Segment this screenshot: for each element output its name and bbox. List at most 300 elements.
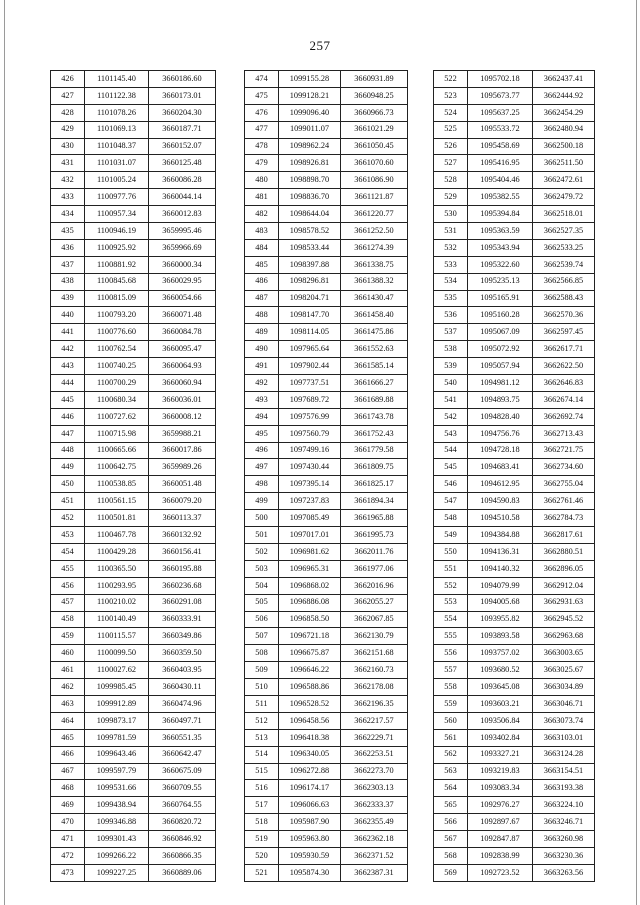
- table-row: [51, 594, 216, 611]
- x-coordinate-cell: 1096458.56: [279, 712, 341, 729]
- table-row: [245, 408, 408, 425]
- y-coordinate-cell: 3662734.60: [533, 459, 595, 476]
- y-coordinate-cell: 3660948.25: [341, 87, 408, 104]
- point-number-cell: 488: [245, 307, 279, 324]
- y-coordinate-cell: 3660349.86: [149, 628, 216, 645]
- x-coordinate-cell: 1093603.21: [468, 695, 533, 712]
- x-coordinate-cell: 1100715.98: [85, 425, 149, 442]
- table-row: [51, 155, 216, 172]
- x-coordinate-cell: 1101145.40: [85, 71, 149, 88]
- point-number-cell: 554: [434, 611, 468, 628]
- table-row: [245, 847, 408, 864]
- y-coordinate-cell: 3662444.92: [533, 87, 595, 104]
- y-coordinate-cell: 3660079.20: [149, 493, 216, 510]
- x-coordinate-cell: 1095930.59: [279, 847, 341, 864]
- x-coordinate-cell: 1093757.02: [468, 645, 533, 662]
- y-coordinate-cell: 3659995.46: [149, 223, 216, 240]
- table-row: [245, 442, 408, 459]
- x-coordinate-cell: 1101078.26: [85, 104, 149, 121]
- x-coordinate-cell: 1099531.66: [85, 780, 149, 797]
- point-number-cell: 516: [245, 780, 279, 797]
- point-number-cell: 484: [245, 239, 279, 256]
- y-coordinate-cell: 3662480.94: [533, 121, 595, 138]
- y-coordinate-cell: 3660764.55: [149, 797, 216, 814]
- point-number-cell: 478: [245, 138, 279, 155]
- point-number-cell: 506: [245, 611, 279, 628]
- point-number-cell: 491: [245, 358, 279, 375]
- y-coordinate-cell: 3662355.49: [341, 814, 408, 831]
- x-coordinate-cell: 1100977.76: [85, 189, 149, 206]
- point-number-cell: 494: [245, 408, 279, 425]
- point-number-cell: 486: [245, 273, 279, 290]
- point-number-cell: 509: [245, 662, 279, 679]
- table-row: [51, 847, 216, 864]
- y-coordinate-cell: 3661430.47: [341, 290, 408, 307]
- point-number-cell: 485: [245, 256, 279, 273]
- y-coordinate-cell: 3660359.50: [149, 645, 216, 662]
- table-row: [51, 375, 216, 392]
- table-row: [245, 510, 408, 527]
- x-coordinate-cell: 1094079.99: [468, 577, 533, 594]
- y-coordinate-cell: 3661458.40: [341, 307, 408, 324]
- point-number-cell: 561: [434, 729, 468, 746]
- y-coordinate-cell: 3662273.70: [341, 763, 408, 780]
- y-coordinate-cell: 3660709.55: [149, 780, 216, 797]
- y-coordinate-cell: 3663124.28: [533, 746, 595, 763]
- table-row: [434, 172, 595, 189]
- x-coordinate-cell: 1098296.81: [279, 273, 341, 290]
- point-number-cell: 432: [51, 172, 85, 189]
- point-number-cell: 460: [51, 645, 85, 662]
- point-number-cell: 529: [434, 189, 468, 206]
- x-coordinate-cell: 1094590.83: [468, 493, 533, 510]
- page-number: 257: [309, 38, 331, 53]
- y-coordinate-cell: 3659989.26: [149, 459, 216, 476]
- point-number-cell: 468: [51, 780, 85, 797]
- table-row: [245, 121, 408, 138]
- y-coordinate-cell: 3662371.52: [341, 847, 408, 864]
- y-coordinate-cell: 3662817.61: [533, 527, 595, 544]
- table-row: [245, 71, 408, 88]
- x-coordinate-cell: 1099011.07: [279, 121, 341, 138]
- table-row: [434, 628, 595, 645]
- y-coordinate-cell: 3662196.35: [341, 695, 408, 712]
- table-row: [434, 104, 595, 121]
- table-row: [245, 695, 408, 712]
- y-coordinate-cell: 3662622.50: [533, 358, 595, 375]
- table-row: [434, 273, 595, 290]
- point-number-cell: 515: [245, 763, 279, 780]
- x-coordinate-cell: 1094140.32: [468, 560, 533, 577]
- y-coordinate-cell: 3661220.77: [341, 206, 408, 223]
- table-row: [245, 662, 408, 679]
- y-coordinate-cell: 3662067.85: [341, 611, 408, 628]
- y-coordinate-cell: 3661475.86: [341, 324, 408, 341]
- x-coordinate-cell: 1095165.91: [468, 290, 533, 307]
- table-row: [245, 611, 408, 628]
- y-coordinate-cell: 3660000.34: [149, 256, 216, 273]
- y-coordinate-cell: 3663193.38: [533, 780, 595, 797]
- y-coordinate-cell: 3660029.95: [149, 273, 216, 290]
- x-coordinate-cell: 1092897.67: [468, 814, 533, 831]
- point-number-cell: 539: [434, 358, 468, 375]
- table-row: [434, 560, 595, 577]
- point-number-cell: 523: [434, 87, 468, 104]
- table-row: [51, 71, 216, 88]
- point-number-cell: 568: [434, 847, 468, 864]
- point-number-cell: 476: [245, 104, 279, 121]
- point-number-cell: 471: [51, 831, 85, 848]
- y-coordinate-cell: 3660054.66: [149, 290, 216, 307]
- table-row: [245, 560, 408, 577]
- point-number-cell: 543: [434, 425, 468, 442]
- table-row: [434, 864, 595, 881]
- table-row: [434, 527, 595, 544]
- table-row: [51, 290, 216, 307]
- y-coordinate-cell: 3662588.43: [533, 290, 595, 307]
- x-coordinate-cell: 1100293.95: [85, 577, 149, 594]
- x-coordinate-cell: 1096721.18: [279, 628, 341, 645]
- table-row: [51, 442, 216, 459]
- x-coordinate-cell: 1096066.63: [279, 797, 341, 814]
- y-coordinate-cell: 3662912.04: [533, 577, 595, 594]
- point-number-cell: 519: [245, 831, 279, 848]
- x-coordinate-cell: 1095673.77: [468, 87, 533, 104]
- x-coordinate-cell: 1100561.15: [85, 493, 149, 510]
- table-row: [51, 104, 216, 121]
- y-coordinate-cell: 3663003.65: [533, 645, 595, 662]
- x-coordinate-cell: 1094828.40: [468, 408, 533, 425]
- table-row: [245, 155, 408, 172]
- point-number-cell: 513: [245, 729, 279, 746]
- point-number-cell: 541: [434, 391, 468, 408]
- y-coordinate-cell: 3662963.68: [533, 628, 595, 645]
- point-number-cell: 536: [434, 307, 468, 324]
- table-row: [51, 763, 216, 780]
- y-coordinate-cell: 3660204.30: [149, 104, 216, 121]
- table-row: [245, 864, 408, 881]
- y-coordinate-cell: 3662500.18: [533, 138, 595, 155]
- table-row: [51, 729, 216, 746]
- x-coordinate-cell: 1100815.09: [85, 290, 149, 307]
- x-coordinate-cell: 1099155.28: [279, 71, 341, 88]
- point-number-cell: 527: [434, 155, 468, 172]
- x-coordinate-cell: 1098147.70: [279, 307, 341, 324]
- point-number-cell: 477: [245, 121, 279, 138]
- table-row: [51, 780, 216, 797]
- x-coordinate-cell: 1101048.37: [85, 138, 149, 155]
- point-number-cell: 492: [245, 375, 279, 392]
- table-row: [245, 527, 408, 544]
- y-coordinate-cell: 3660132.92: [149, 527, 216, 544]
- x-coordinate-cell: 1095382.55: [468, 189, 533, 206]
- point-number-cell: 534: [434, 273, 468, 290]
- y-coordinate-cell: 3661274.39: [341, 239, 408, 256]
- y-coordinate-cell: 3662454.29: [533, 104, 595, 121]
- x-coordinate-cell: 1093506.84: [468, 712, 533, 729]
- x-coordinate-cell: 1095702.18: [468, 71, 533, 88]
- point-number-cell: 528: [434, 172, 468, 189]
- x-coordinate-cell: 1100210.02: [85, 594, 149, 611]
- x-coordinate-cell: 1096965.31: [279, 560, 341, 577]
- table-row: [51, 223, 216, 240]
- table-row: [434, 831, 595, 848]
- x-coordinate-cell: 1101031.07: [85, 155, 149, 172]
- point-number-cell: 566: [434, 814, 468, 831]
- table-row: [51, 679, 216, 696]
- x-coordinate-cell: 1096418.38: [279, 729, 341, 746]
- y-coordinate-cell: 3663025.67: [533, 662, 595, 679]
- y-coordinate-cell: 3662229.71: [341, 729, 408, 746]
- point-number-cell: 452: [51, 510, 85, 527]
- point-number-cell: 560: [434, 712, 468, 729]
- table-row: [51, 510, 216, 527]
- point-number-cell: 505: [245, 594, 279, 611]
- y-coordinate-cell: 3662533.25: [533, 239, 595, 256]
- table-row: [434, 729, 595, 746]
- y-coordinate-cell: 3660186.60: [149, 71, 216, 88]
- table-row: [434, 256, 595, 273]
- coordinate-table: [433, 70, 595, 882]
- x-coordinate-cell: 1099096.40: [279, 104, 341, 121]
- point-number-cell: 447: [51, 425, 85, 442]
- x-coordinate-cell: 1100538.85: [85, 476, 149, 493]
- y-coordinate-cell: 3660084.78: [149, 324, 216, 341]
- page-left-edge: [4, 0, 5, 905]
- y-coordinate-cell: 3660675.09: [149, 763, 216, 780]
- point-number-cell: 520: [245, 847, 279, 864]
- x-coordinate-cell: 1100881.92: [85, 256, 149, 273]
- x-coordinate-cell: 1099643.46: [85, 746, 149, 763]
- table-row: [51, 645, 216, 662]
- point-number-cell: 514: [245, 746, 279, 763]
- y-coordinate-cell: 3661809.75: [341, 459, 408, 476]
- table-row: [51, 239, 216, 256]
- point-number-cell: 456: [51, 577, 85, 594]
- table-row: [434, 763, 595, 780]
- point-number-cell: 544: [434, 442, 468, 459]
- table-row: [51, 831, 216, 848]
- x-coordinate-cell: 1100642.75: [85, 459, 149, 476]
- x-coordinate-cell: 1094728.18: [468, 442, 533, 459]
- x-coordinate-cell: 1096646.22: [279, 662, 341, 679]
- point-number-cell: 526: [434, 138, 468, 155]
- table-row: [434, 375, 595, 392]
- point-number-cell: 487: [245, 290, 279, 307]
- table-row: [245, 746, 408, 763]
- table-row: [245, 476, 408, 493]
- point-number-cell: 472: [51, 847, 85, 864]
- point-number-cell: 461: [51, 662, 85, 679]
- y-coordinate-cell: 3660820.72: [149, 814, 216, 831]
- y-coordinate-cell: 3663260.98: [533, 831, 595, 848]
- x-coordinate-cell: 1100501.81: [85, 510, 149, 527]
- y-coordinate-cell: 3660071.48: [149, 307, 216, 324]
- point-number-cell: 540: [434, 375, 468, 392]
- x-coordinate-cell: 1099227.25: [85, 864, 149, 881]
- table-row: [51, 864, 216, 881]
- table-row: [245, 712, 408, 729]
- point-number-cell: 502: [245, 543, 279, 560]
- x-coordinate-cell: 1100727.62: [85, 408, 149, 425]
- x-coordinate-cell: 1095963.80: [279, 831, 341, 848]
- table-row: [51, 476, 216, 493]
- point-number-cell: 440: [51, 307, 85, 324]
- y-coordinate-cell: 3662646.83: [533, 375, 595, 392]
- point-number-cell: 467: [51, 763, 85, 780]
- point-number-cell: 522: [434, 71, 468, 88]
- x-coordinate-cell: 1099266.22: [85, 847, 149, 864]
- x-coordinate-cell: 1098644.04: [279, 206, 341, 223]
- y-coordinate-cell: 3660889.06: [149, 864, 216, 881]
- y-coordinate-cell: 3662617.71: [533, 341, 595, 358]
- y-coordinate-cell: 3660156.41: [149, 543, 216, 560]
- x-coordinate-cell: 1096675.87: [279, 645, 341, 662]
- y-coordinate-cell: 3661021.29: [341, 121, 408, 138]
- point-number-cell: 565: [434, 797, 468, 814]
- point-number-cell: 431: [51, 155, 85, 172]
- x-coordinate-cell: 1097576.99: [279, 408, 341, 425]
- y-coordinate-cell: 3662011.76: [341, 543, 408, 560]
- table-row: [245, 493, 408, 510]
- y-coordinate-cell: 3662896.05: [533, 560, 595, 577]
- y-coordinate-cell: 3660333.91: [149, 611, 216, 628]
- y-coordinate-cell: 3660095.47: [149, 341, 216, 358]
- point-number-cell: 500: [245, 510, 279, 527]
- x-coordinate-cell: 1097965.64: [279, 341, 341, 358]
- y-coordinate-cell: 3660044.14: [149, 189, 216, 206]
- point-number-cell: 510: [245, 679, 279, 696]
- x-coordinate-cell: 1095874.30: [279, 864, 341, 881]
- point-number-cell: 428: [51, 104, 85, 121]
- y-coordinate-cell: 3660403.95: [149, 662, 216, 679]
- x-coordinate-cell: 1095458.69: [468, 138, 533, 155]
- point-number-cell: 535: [434, 290, 468, 307]
- point-number-cell: 555: [434, 628, 468, 645]
- point-number-cell: 475: [245, 87, 279, 104]
- point-number-cell: 549: [434, 527, 468, 544]
- table-row: [434, 459, 595, 476]
- y-coordinate-cell: 3662518.01: [533, 206, 595, 223]
- point-number-cell: 497: [245, 459, 279, 476]
- table-row: [51, 341, 216, 358]
- point-number-cell: 546: [434, 476, 468, 493]
- x-coordinate-cell: 1094981.12: [468, 375, 533, 392]
- y-coordinate-cell: 3660187.71: [149, 121, 216, 138]
- x-coordinate-cell: 1099873.17: [85, 712, 149, 729]
- y-coordinate-cell: 3661070.60: [341, 155, 408, 172]
- x-coordinate-cell: 1096272.88: [279, 763, 341, 780]
- y-coordinate-cell: 3660152.07: [149, 138, 216, 155]
- table-row: [434, 645, 595, 662]
- y-coordinate-cell: 3660551.35: [149, 729, 216, 746]
- x-coordinate-cell: 1095533.72: [468, 121, 533, 138]
- point-number-cell: 559: [434, 695, 468, 712]
- x-coordinate-cell: 1094683.41: [468, 459, 533, 476]
- point-number-cell: 531: [434, 223, 468, 240]
- x-coordinate-cell: 1097395.14: [279, 476, 341, 493]
- table-row: [51, 273, 216, 290]
- point-number-cell: 441: [51, 324, 85, 341]
- point-number-cell: 525: [434, 121, 468, 138]
- y-coordinate-cell: 3660064.93: [149, 358, 216, 375]
- table-row: [51, 358, 216, 375]
- table-row: [245, 87, 408, 104]
- point-number-cell: 496: [245, 442, 279, 459]
- table-row: [245, 679, 408, 696]
- point-number-cell: 429: [51, 121, 85, 138]
- y-coordinate-cell: 3661743.78: [341, 408, 408, 425]
- table-row: [245, 341, 408, 358]
- x-coordinate-cell: 1099597.79: [85, 763, 149, 780]
- y-coordinate-cell: 3660017.86: [149, 442, 216, 459]
- y-coordinate-cell: 3662362.18: [341, 831, 408, 848]
- x-coordinate-cell: 1092976.27: [468, 797, 533, 814]
- point-number-cell: 495: [245, 425, 279, 442]
- point-number-cell: 433: [51, 189, 85, 206]
- x-coordinate-cell: 1095987.90: [279, 814, 341, 831]
- point-number-cell: 436: [51, 239, 85, 256]
- x-coordinate-cell: 1099301.43: [85, 831, 149, 848]
- point-number-cell: 480: [245, 172, 279, 189]
- y-coordinate-cell: 3661894.34: [341, 493, 408, 510]
- table-row: [51, 611, 216, 628]
- x-coordinate-cell: 1100793.20: [85, 307, 149, 324]
- y-coordinate-cell: 3662945.52: [533, 611, 595, 628]
- y-coordinate-cell: 3662721.75: [533, 442, 595, 459]
- x-coordinate-cell: 1099985.45: [85, 679, 149, 696]
- table-row: [245, 645, 408, 662]
- table-row: [434, 611, 595, 628]
- x-coordinate-cell: 1100762.54: [85, 341, 149, 358]
- x-coordinate-cell: 1100740.25: [85, 358, 149, 375]
- point-number-cell: 435: [51, 223, 85, 240]
- point-number-cell: 564: [434, 780, 468, 797]
- table-row: [434, 189, 595, 206]
- table-row: [434, 476, 595, 493]
- table-row: [245, 358, 408, 375]
- x-coordinate-cell: 1095160.28: [468, 307, 533, 324]
- x-coordinate-cell: 1098397.88: [279, 256, 341, 273]
- x-coordinate-cell: 1098836.70: [279, 189, 341, 206]
- table-row: [245, 307, 408, 324]
- x-coordinate-cell: 1100467.78: [85, 527, 149, 544]
- table-row: [51, 138, 216, 155]
- y-coordinate-cell: 3662784.73: [533, 510, 595, 527]
- table-row: [51, 543, 216, 560]
- point-number-cell: 482: [245, 206, 279, 223]
- table-row: [434, 425, 595, 442]
- x-coordinate-cell: 1095067.09: [468, 324, 533, 341]
- x-coordinate-cell: 1095072.92: [468, 341, 533, 358]
- y-coordinate-cell: 3662016.96: [341, 577, 408, 594]
- x-coordinate-cell: 1097237.83: [279, 493, 341, 510]
- point-number-cell: 557: [434, 662, 468, 679]
- y-coordinate-cell: 3660966.73: [341, 104, 408, 121]
- x-coordinate-cell: 1100925.92: [85, 239, 149, 256]
- table-row: [51, 746, 216, 763]
- x-coordinate-cell: 1098926.81: [279, 155, 341, 172]
- table-row: [434, 797, 595, 814]
- x-coordinate-cell: 1096340.05: [279, 746, 341, 763]
- point-number-cell: 455: [51, 560, 85, 577]
- point-number-cell: 569: [434, 864, 468, 881]
- point-number-cell: 512: [245, 712, 279, 729]
- y-coordinate-cell: 3660430.11: [149, 679, 216, 696]
- y-coordinate-cell: 3662692.74: [533, 408, 595, 425]
- y-coordinate-cell: 3660125.48: [149, 155, 216, 172]
- y-coordinate-cell: 3661086.90: [341, 172, 408, 189]
